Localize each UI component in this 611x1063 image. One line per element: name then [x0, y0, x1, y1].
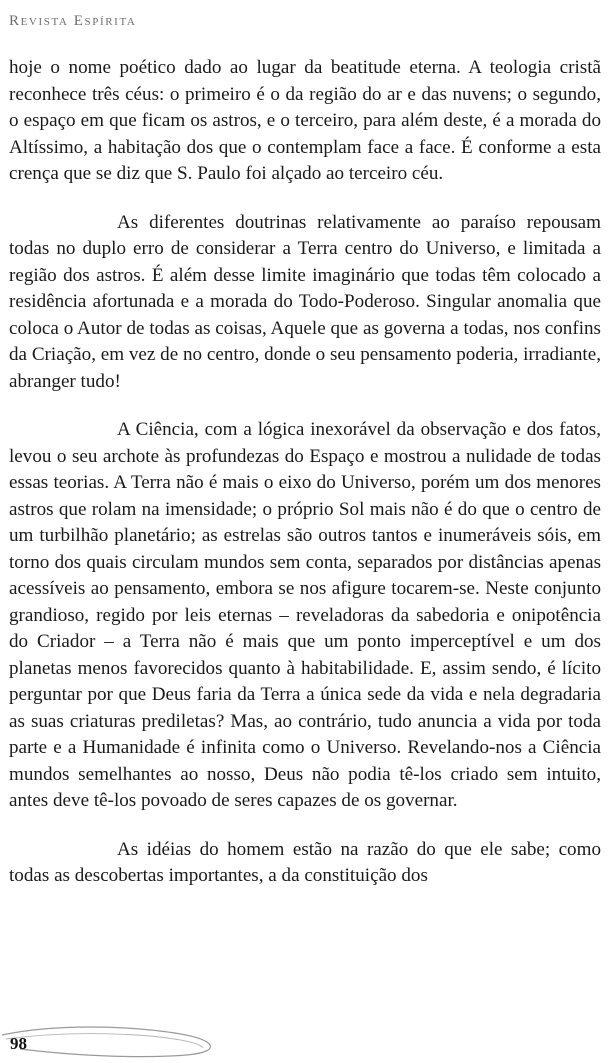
page-number: 98 — [10, 1034, 27, 1053]
paragraph-science: A Ciência, com a lógica inexorável da observação e dos fatos, levou o seu archote às profundezas do Espaço e mostrou a nulidade de todas essas teorias. A Terra não é mais o eixo do Universo, porém um dos menores astros que rolam na imensidade; o próprio Sol mais não é do que o centro de um turbilhão planetário; as estrelas são outros tantos e inumeráveis sóis, em torno dos quais circulam mundos sem conta, separados por distâncias apenas acessíveis ao pensamento, embora se nos afigure tocarem-se. Neste conjunto grandioso, regido por leis eternas – reveladoras da sabedoria e onipotência do Criador – a Terra não é mais que um ponto imperceptível e um dos planetas menos favorecidos quanto à habitabilidade. E, assim sendo, é lícito perguntar por que Deus faria da Terra a única sede da vida e nela degradaria as suas criaturas prediletas? Mas, ao contrário, tudo anuncia a vida por toda parte e a Humanidade é infinita como o Universo. Revelando-nos a Ciência mundos semelhantes ao nosso, Deus não podia tê-los criado sem intuito, antes deve tê-los povoado de seres capazes de os governar. — [9, 419, 601, 811]
paragraph-continued: hoje o nome poético dado ao lugar da beatitude eterna. A teologia cristã reconhece três céus: o primeiro é o da região do ar e das nuvens; o segundo, o espaço em que ficam os astros, e o terceiro, para além deste, é a morada do Altíssimo, a habitação dos que o contemplam face a face. É conforme a esta crença que se diz que S. Paulo foi alçado ao terceiro céu. — [9, 57, 601, 184]
paragraph-doctrines: As diferentes doutrinas relativamente ao paraíso repousam todas no duplo erro de considerar a Terra centro do Universo, e limitada a região dos astros. É além desse limite imaginário que todas têm colocado a residência afortunada e a morada do Todo-Poderoso. Singular anomalia que coloca o Autor de todas as coisas, Aquele que as governa a todas, nos confins da Criação, em vez de no centro, donde o seu pensamento poderia, irradiante, abranger tudo! — [9, 211, 601, 392]
running-head: Revista Espírita — [9, 13, 137, 29]
footer-swash-ornament — [0, 1005, 260, 1063]
page-body — [9, 55, 601, 912]
page-footer — [0, 1005, 611, 1063]
paragraph-ideas: As idéias do homem estão na razão do que ele sabe; como todas as descobertas importantes, a da constituição dos — [9, 838, 601, 886]
